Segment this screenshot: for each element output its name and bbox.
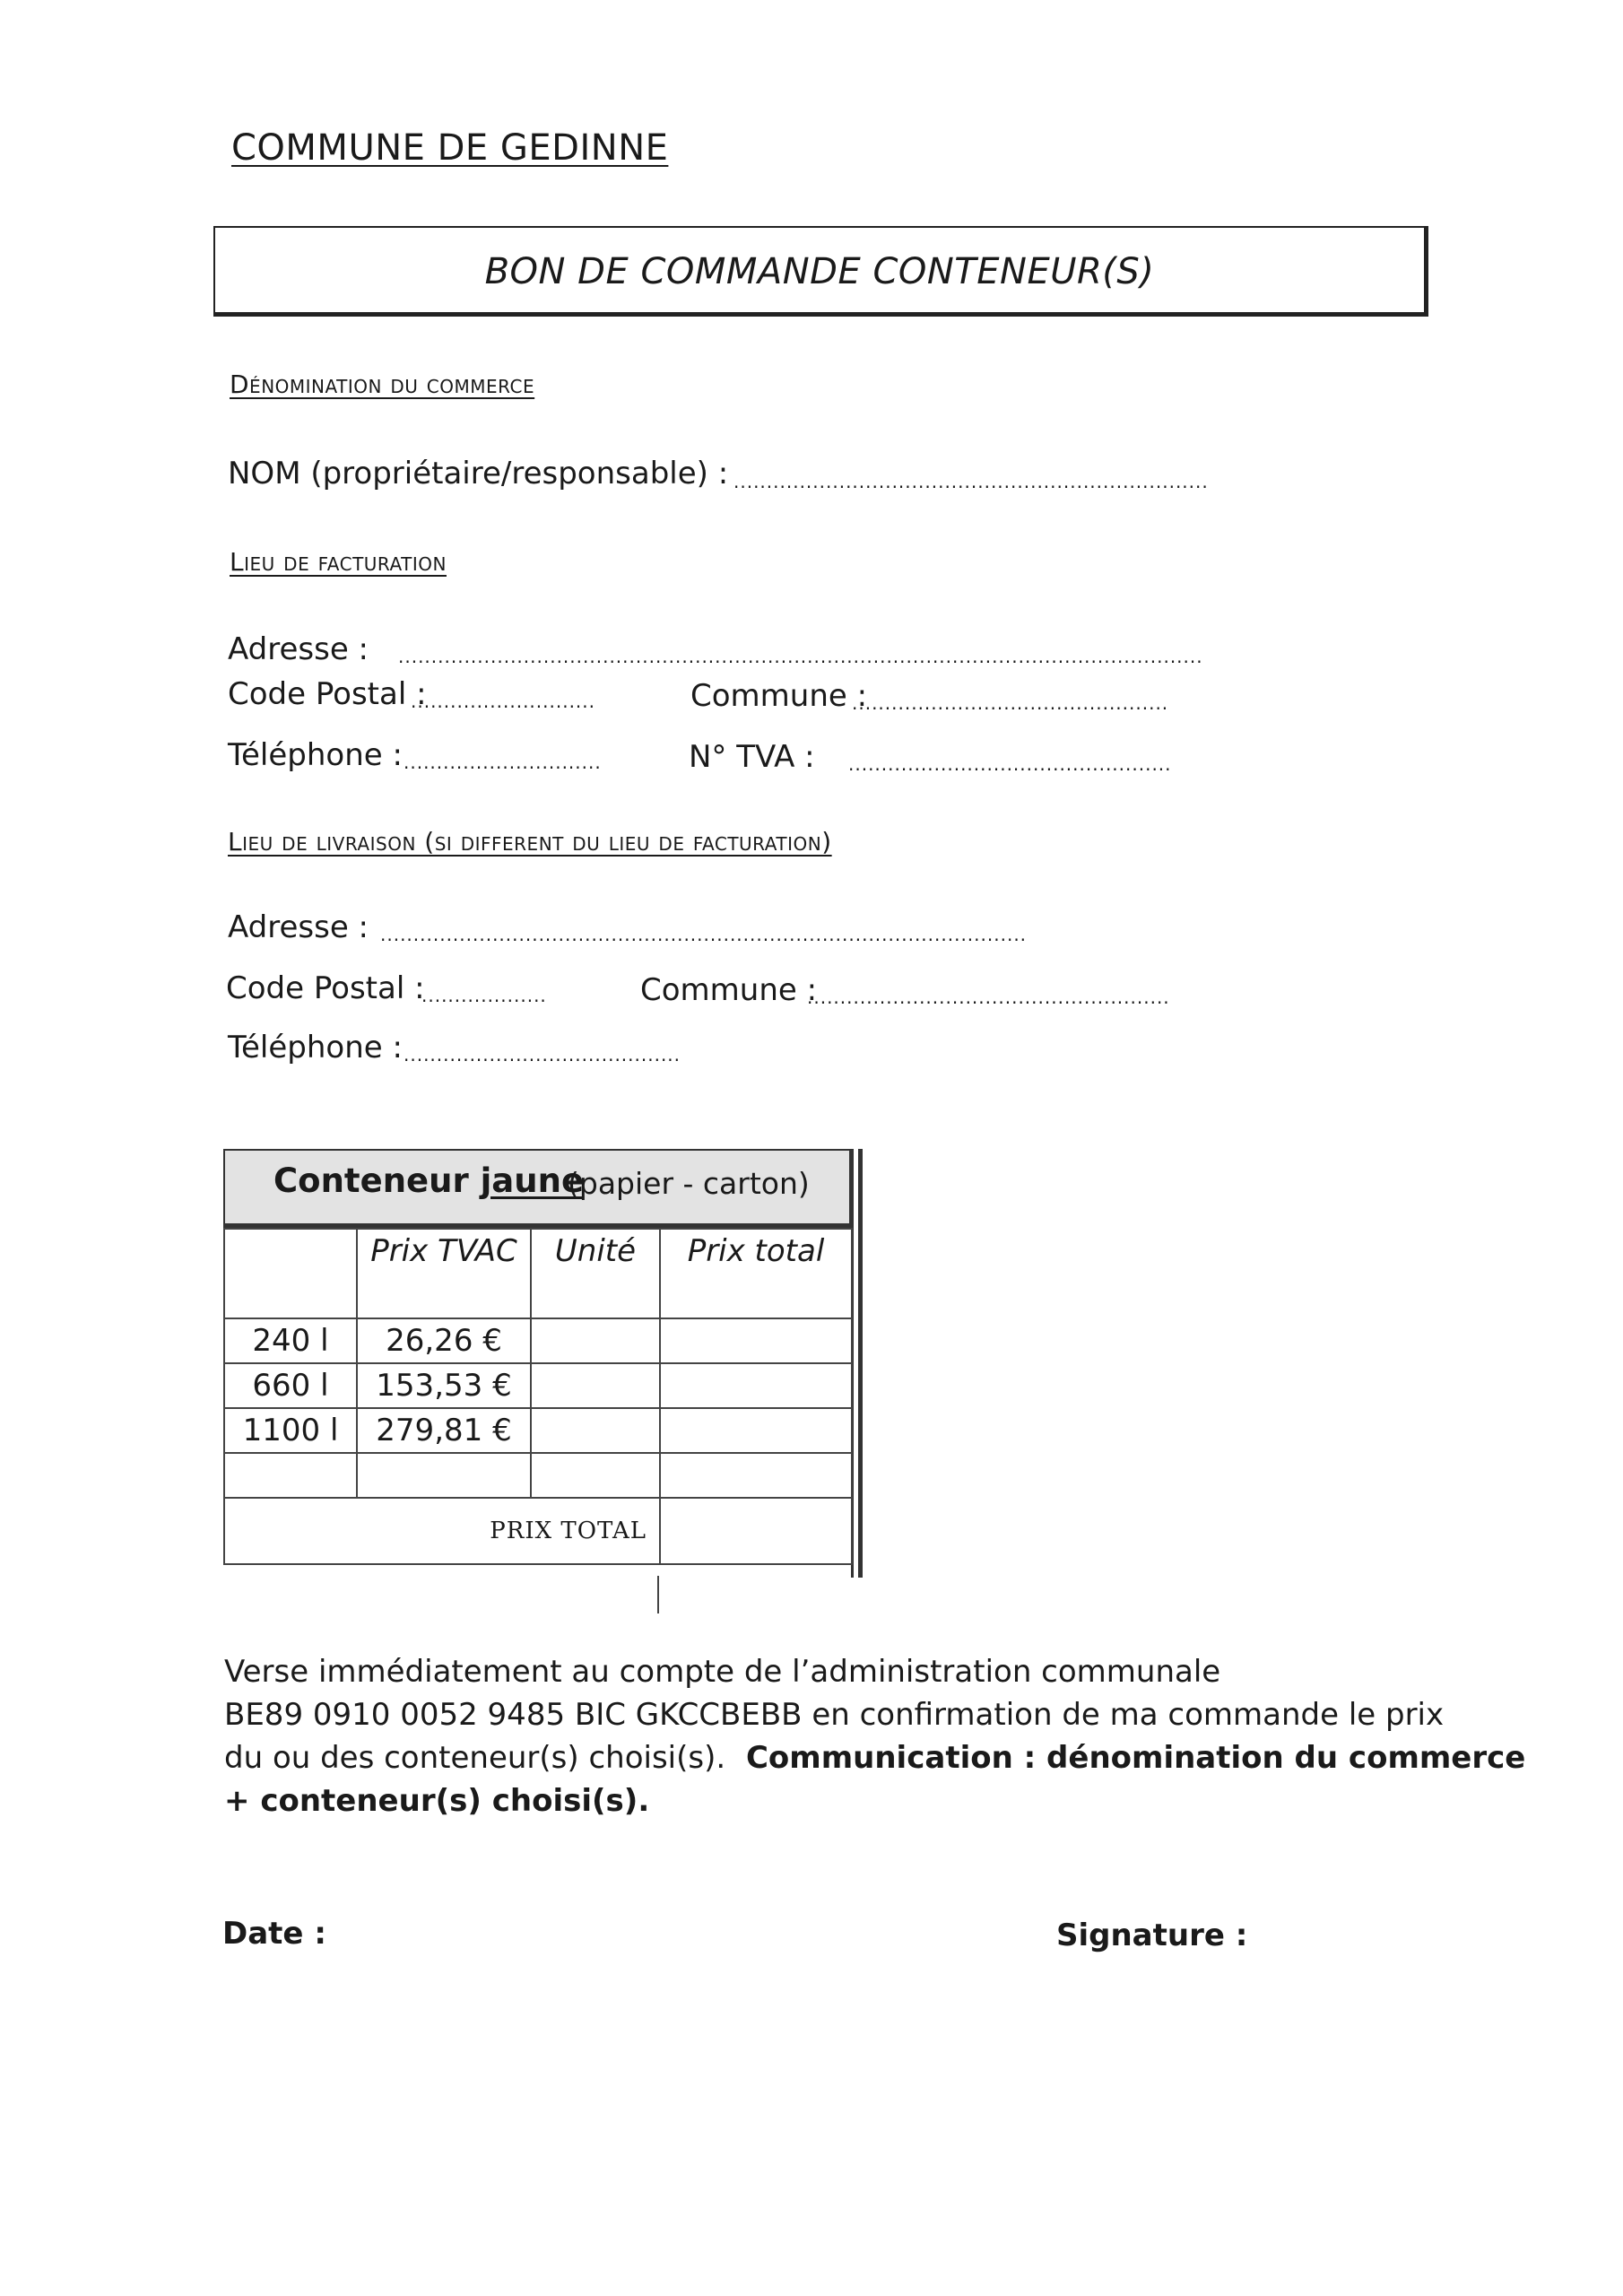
payment-line-2: BE89 0910 0052 9485 BIC GKCCBEBB en confirmation de ma commande le prix [224,1697,1445,1733]
row-price: 279,81 € [357,1408,531,1453]
row-price: 26,26 € [357,1318,531,1363]
facturation-commune-field[interactable]: ................................................ [852,692,1169,714]
payment-line-3 [224,1736,1525,1779]
facturation-code-postal-field[interactable]: ............................ [411,691,596,712]
facturation-commune-label: Commune : [690,678,868,714]
facturation-adresse-field[interactable]: .......................................................................................................................... [398,646,1203,667]
row-price: 153,53 € [357,1363,531,1408]
section-livraison-heading: Lieu de livraison (si different du lieu de facturation) [228,827,832,857]
row-size[interactable] [224,1453,357,1498]
table-title-jaune: jaune [480,1161,585,1200]
form-title: BON DE COMMANDE CONTENEUR(S) [484,251,1155,292]
table-header-row [224,1229,852,1318]
nom-label: NOM (propriétaire/responsable) : [228,456,729,491]
total-cell-tail [657,1576,659,1613]
facturation-adresse-label: Adresse : [228,631,369,667]
col-header-total: Prix total [660,1229,852,1318]
table-row [224,1453,852,1498]
facturation-code-postal-label: Code Postal : [228,676,427,712]
row-unit-input[interactable] [531,1453,660,1498]
livraison-commune-field[interactable]: ....................................................... [807,987,1170,1008]
form-title-box [213,226,1428,317]
col-header-unit: Unité [531,1229,660,1318]
signature-label: Signature : [1056,1918,1248,1953]
livraison-adresse-label: Adresse : [228,909,369,945]
table-row [224,1318,852,1363]
total-label: PRIX TOTAL [224,1498,660,1564]
table-title-conteneur: Conteneur [273,1161,469,1200]
table-total-row [224,1498,852,1564]
row-total-input[interactable] [660,1453,852,1498]
section-facturation-heading: Lieu de facturation [230,547,447,577]
payment-line-3-text: du ou des conteneur(s) choisi(s). [224,1740,726,1776]
facturation-telephone-label: Téléphone : [228,737,403,773]
total-input[interactable] [660,1498,852,1564]
livraison-telephone-field[interactable]: .......................................... [404,1044,681,1065]
row-total-input[interactable] [660,1318,852,1363]
payment-communication: Communication : dénomination du commerce [745,1740,1526,1776]
livraison-telephone-label: Téléphone : [228,1030,403,1065]
facturation-tva-field[interactable]: ................................................. [848,753,1172,775]
commune-title: COMMUNE DE GEDINNE [231,127,669,169]
row-price[interactable] [357,1453,531,1498]
col-header-size [224,1229,357,1318]
col-header-price: Prix TVAC [357,1229,531,1318]
order-grid [223,1228,853,1565]
row-size: 660 l [224,1363,357,1408]
row-unit-input[interactable] [531,1363,660,1408]
table-row [224,1408,852,1453]
row-total-input[interactable] [660,1408,852,1453]
row-size: 1100 l [224,1408,357,1453]
livraison-commune-label: Commune : [640,972,818,1008]
section-denomination-heading: Dénomination du commerce [230,370,535,399]
facturation-telephone-field[interactable]: .............................. [404,752,602,773]
facturation-tva-label: N° TVA : [689,739,815,775]
row-unit-input[interactable] [531,1408,660,1453]
order-table-title [223,1149,851,1228]
date-label: Date : [222,1916,326,1952]
nom-field[interactable]: ........................................................................ [733,471,1209,492]
payment-line-1: Verse immédiatement au compte de l’administration communale [224,1654,1221,1690]
livraison-code-postal-label: Code Postal : [226,970,425,1006]
row-total-input[interactable] [660,1363,852,1408]
row-unit-input[interactable] [531,1318,660,1363]
table-row [224,1363,852,1408]
table-title-material: (papier - carton) [568,1166,810,1201]
livraison-adresse-field[interactable]: .................................................................................................. [380,924,1028,945]
livraison-code-postal-field[interactable]: ................... [421,985,547,1006]
row-size: 240 l [224,1318,357,1363]
payment-line-4: + conteneur(s) choisi(s). [224,1783,650,1819]
